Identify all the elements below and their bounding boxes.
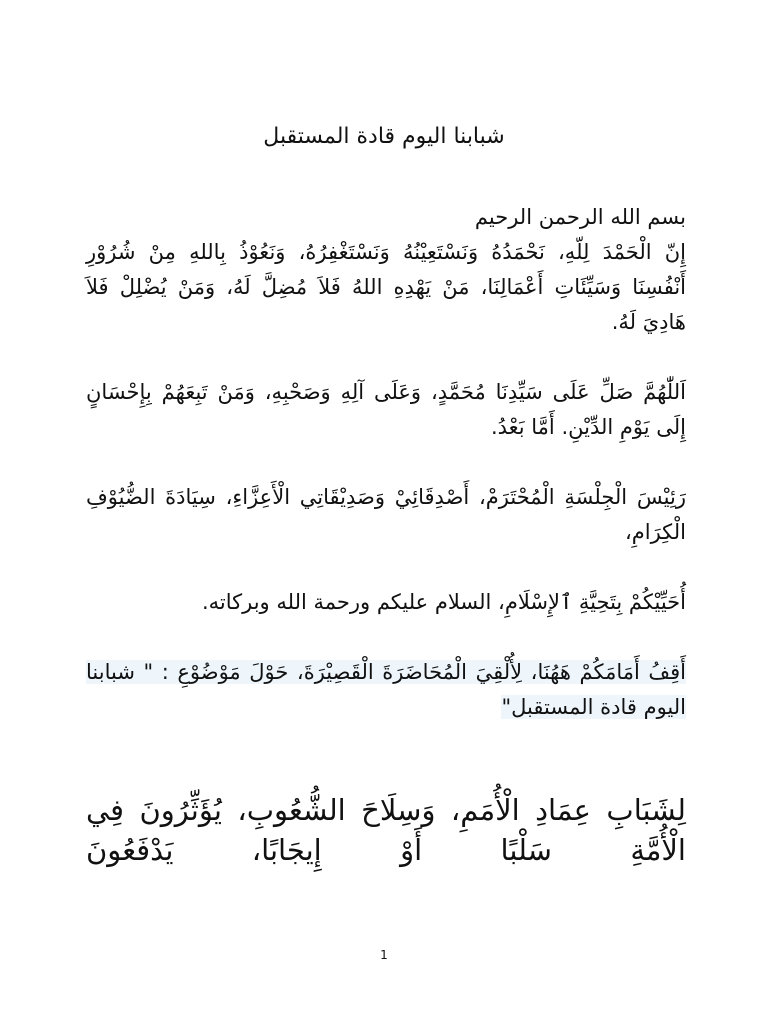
document-title: شبابنا اليوم قادة المستقبل (263, 124, 505, 149)
paragraph-gap (86, 550, 686, 585)
document-body (86, 200, 686, 725)
paragraph-salam: أُحَيِّيْكُمْ بِتَحِيَّةِ ٱلإِسْلَامِ، السلام عليكم ورحمة الله وبركاته. (201, 590, 686, 614)
paragraph-gap (86, 340, 686, 375)
paragraph-gap (86, 620, 686, 655)
basmala: بسم الله الرحمن الرحيم (474, 205, 686, 229)
paragraph-gap (86, 445, 686, 480)
page-number: 1 (380, 948, 388, 962)
paragraph-topic-highlighted (86, 655, 686, 725)
paragraph-opening-praise: إِنّ الْحَمْدَ لِلّهِ، نَحْمَدُهُ وَنَسْتَعِيْنُهُ وَنَسْتَغْفِرُهُ، وَنَعُوْذُ بِاللهِ مِنْ شُرُوْرِ أَنْفُسِنَا وَسَيِّئَاتِ أَعْمَالِنَا، مَنْ يَهْدِهِ اللهُ فَلاَ مُضِلَّ لَهُ، وَمَنْ يُضْلِلْ فَلاَ هَادِيَ لَهُ. (86, 240, 686, 334)
highlighted-text: أَقِفُ أَمَامَكُمْ هَهُنَا، لِأُلْقِيَ الْمُحَاضَرَةَ الْقَصِيْرَةَ، حَوْلَ مَوْضُوْعِ : " شبابنا اليوم قادة المستقبل" (86, 660, 686, 719)
large-paragraph (86, 790, 686, 870)
paragraph-greeting-audience: رَئِيْسَ الْجِلْسَةِ الْمُحْتَرَمْ، أَصْدِقَائِيْ وَصَدِيْقَاتِي الْأَعِزَّاءِ، سِيَادَةَ الضُّيُوْفِ الْكِرَامِ، (86, 485, 686, 544)
paragraph-youth: لِشَبَابِ عِمَادِ الْأُمَمِ، وَسِلَاحَ الشُّعُوبِ، يُؤَثِّرُونَ فِي الْأُمَّةِ سَلْبًا أَوْ إِيجَابًا، يَدْفَعُونَ (86, 793, 686, 867)
paragraph-salawat: اَللّٰهُمَّ صَلِّ عَلَى سَيِّدِنَا مُحَمَّدٍ، وَعَلَى آلِهِ وَصَحْبِهِ، وَمَنْ تَبِعَهُمْ بِإِحْسَانٍ إِلَى يَوْمِ الدِّيْنِ. أَمَّا بَعْدُ. (86, 380, 686, 439)
